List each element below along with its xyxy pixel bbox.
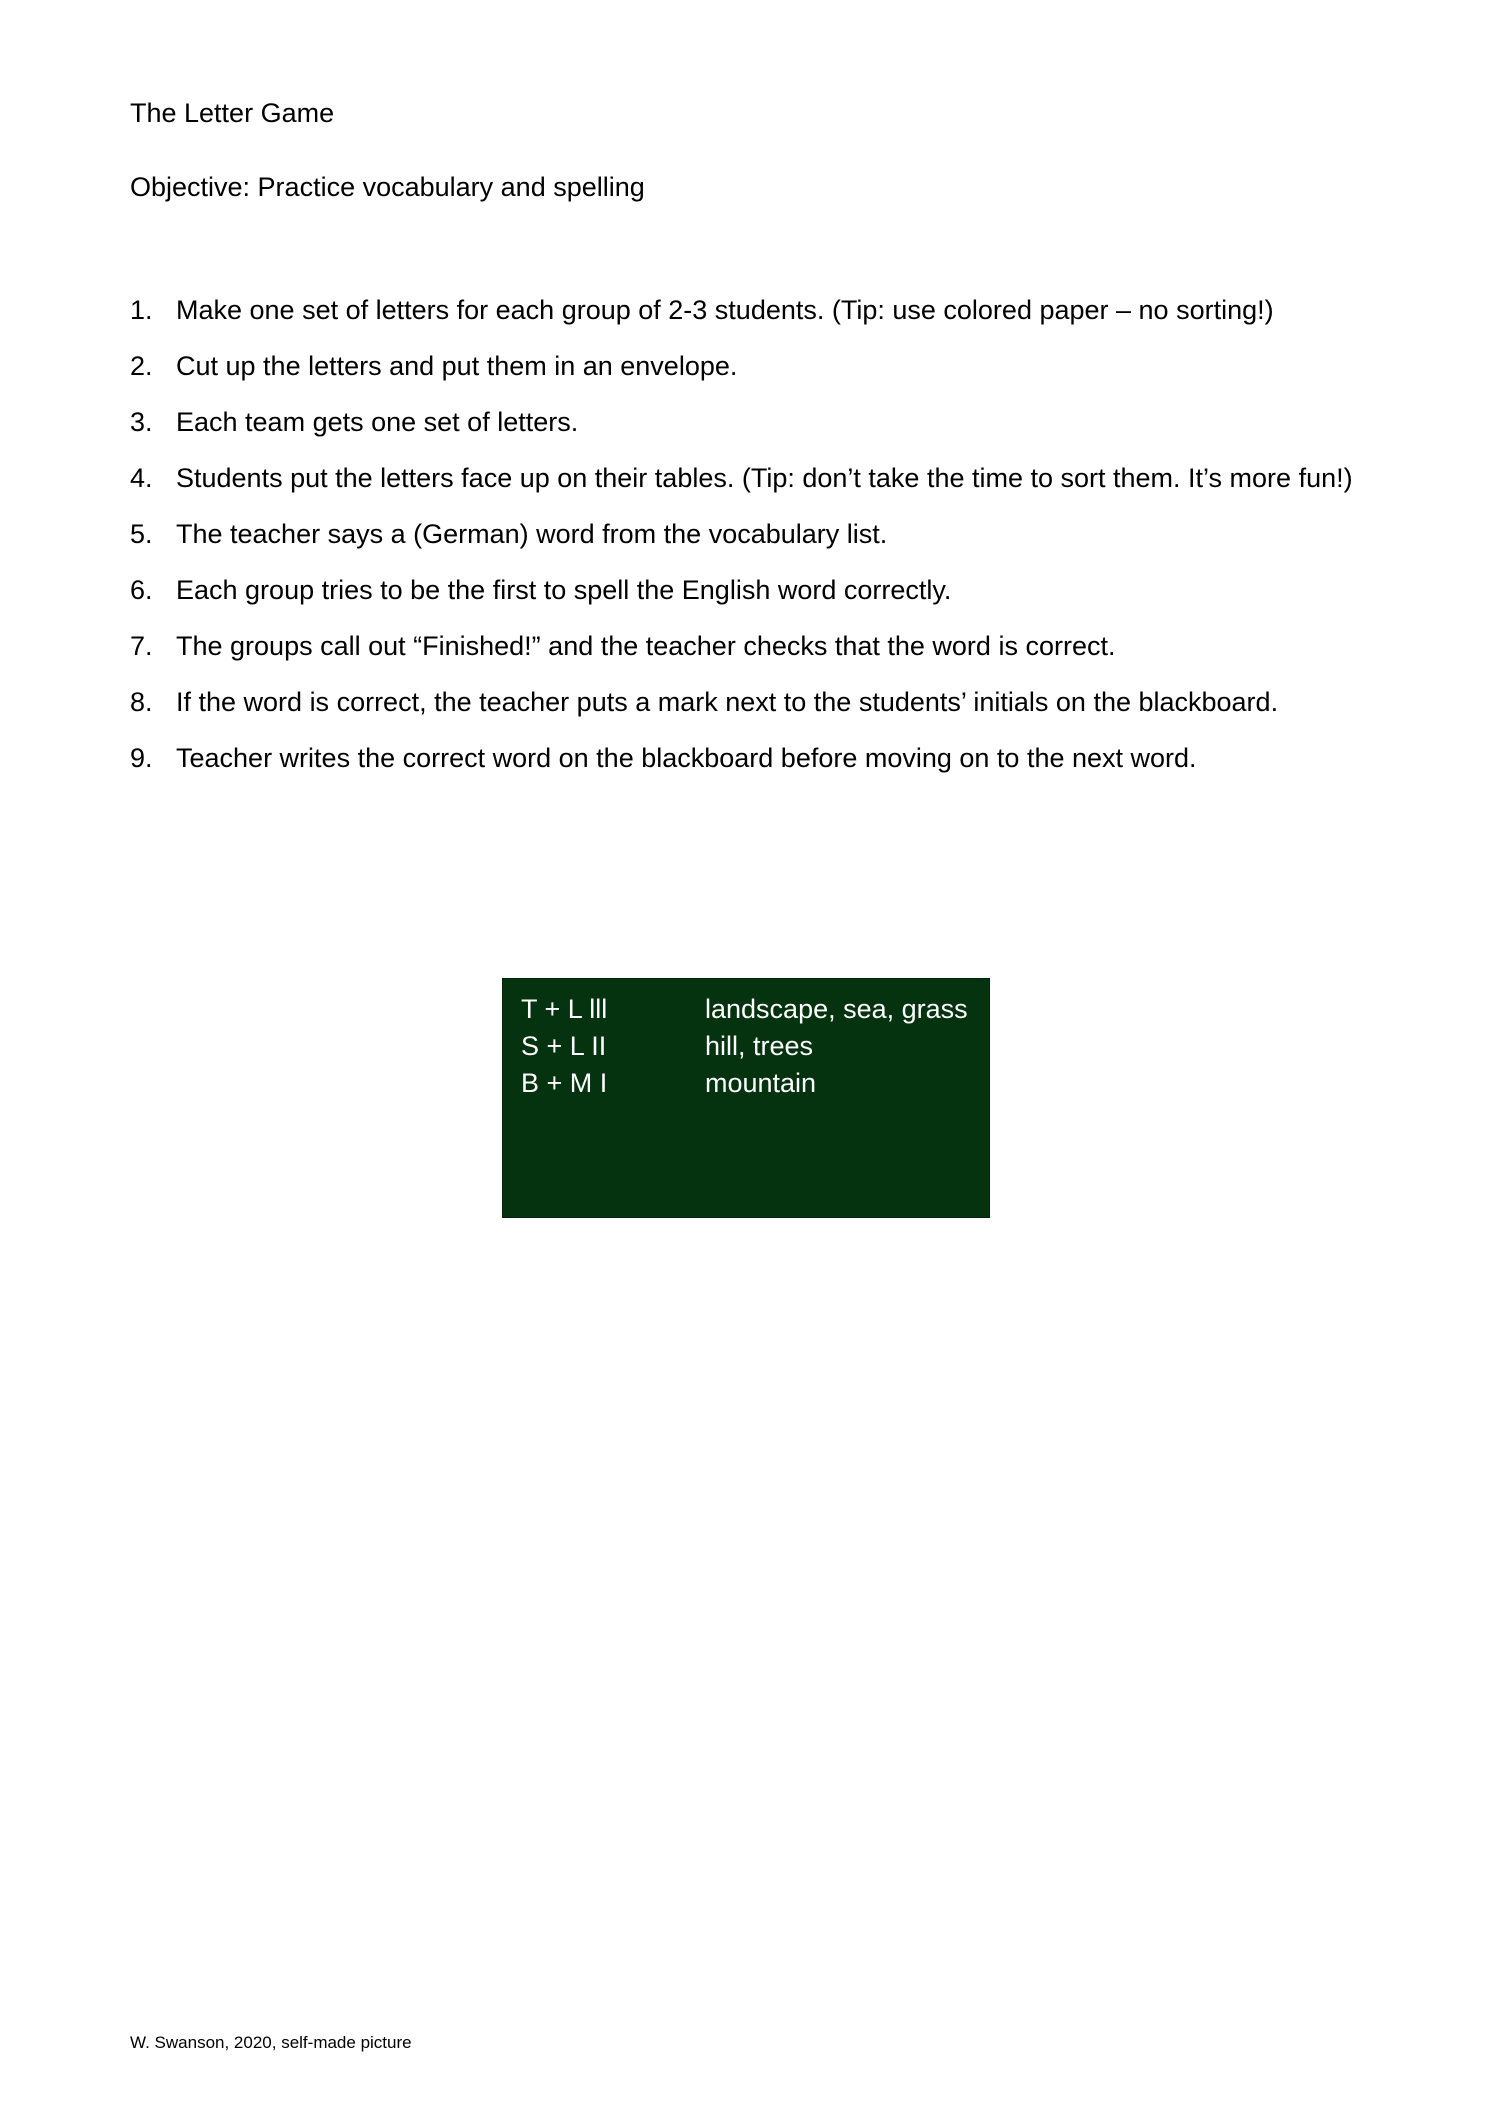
list-item: [130, 282, 1390, 338]
step-text: Each group tries to be the first to spell the English word correctly.: [176, 575, 952, 605]
team-words: hill, trees: [705, 1031, 814, 1061]
step-number: 2.: [130, 351, 153, 381]
list-item: [130, 450, 1390, 506]
step-number: 5.: [130, 519, 153, 549]
step-number: 8.: [130, 687, 153, 717]
step-text: Students put the letters face up on their tables. (Tip: don’t take the time to sort them. It’s more fun!): [176, 463, 1353, 493]
step-number: 3.: [130, 407, 153, 437]
step-text: The groups call out “Finished!” and the teacher checks that the word is correct.: [176, 631, 1116, 661]
step-text: Teacher writes the correct word on the blackboard before moving on to the next word.: [176, 743, 1197, 773]
list-item: [130, 394, 1390, 450]
objective-line: Objective: Practice vocabulary and spelling: [130, 172, 645, 202]
step-text: Each team gets one set of letters.: [176, 407, 579, 437]
list-item: [130, 730, 1390, 786]
step-text: Cut up the letters and put them in an envelope.: [176, 351, 738, 381]
blackboard-picture: [502, 978, 990, 1218]
team-words: landscape, sea, grass: [705, 994, 968, 1024]
step-number: 4.: [130, 463, 153, 493]
team-score: S + L II: [521, 1031, 607, 1061]
step-number: 6.: [130, 575, 153, 605]
step-text: The teacher says a (German) word from the vocabulary list.: [176, 519, 888, 549]
instruction-list: [130, 282, 1390, 786]
page-title: The Letter Game: [130, 98, 335, 128]
list-item: [130, 562, 1390, 618]
step-number: 7.: [130, 631, 153, 661]
step-text: If the word is correct, the teacher puts a mark next to the students’ initials on the blackboard.: [176, 687, 1279, 717]
list-item: [130, 674, 1390, 730]
list-item: [130, 338, 1390, 394]
step-text: Make one set of letters for each group of 2-3 students. (Tip: use colored paper – no sorting!): [176, 295, 1274, 325]
step-number: 9.: [130, 743, 153, 773]
step-number: 1.: [130, 295, 153, 325]
team-score: T + L lll: [521, 994, 608, 1024]
list-item: [130, 506, 1390, 562]
list-item: [130, 618, 1390, 674]
team-words: mountain: [705, 1068, 817, 1098]
image-credit: W. Swanson, 2020, self-made picture: [130, 2033, 412, 2052]
team-score: B + M I: [521, 1068, 608, 1098]
